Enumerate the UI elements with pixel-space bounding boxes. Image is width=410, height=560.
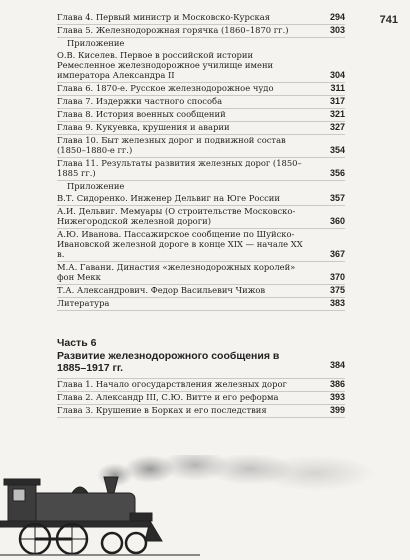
- toc-entry-page: 321: [329, 109, 345, 119]
- toc-entry-title: О.В. Киселев. Первое в российской истории Ремесленное железнодорожное училище имени императора Александра II: [57, 50, 274, 80]
- toc-entry-title: А.Ю. Иванова. Пассажирское сообщение по Шуйско-Ивановской железной дороге в конце XIX — начале XX в.: [57, 229, 303, 259]
- smoke-plume-icon: [97, 455, 375, 491]
- toc-entry: [57, 379, 345, 392]
- toc-entry-page: 360: [329, 216, 345, 226]
- toc-entry-page: 327: [329, 122, 345, 132]
- toc-entry: [57, 405, 345, 418]
- toc-list-part-5: [57, 12, 345, 311]
- toc-entry-page: 367: [329, 249, 345, 259]
- toc-entry-page: 304: [329, 70, 345, 80]
- locomotive-illustration: [0, 455, 410, 560]
- toc-entry-page: 393: [329, 391, 345, 402]
- toc-entry-title: Приложение: [67, 181, 125, 191]
- toc-entry: [57, 298, 345, 311]
- toc-entry: [57, 181, 345, 193]
- toc-entry-title: Глава 5. Железнодорожная горячка (1860–1870 гг.): [57, 25, 289, 35]
- toc-entry: [57, 193, 345, 206]
- toc-entry-title: Глава 6. 1870-е. Русское железнодорожное чудо: [57, 83, 274, 93]
- toc-entry-title: А.И. Дельвиг. Мемуары (О строительстве Московско-Нижегородской железной дороги): [57, 206, 296, 226]
- toc-entry-page: 386: [329, 378, 345, 389]
- toc-entry-title: Т.А. Александрович. Федор Васильевич Чижов: [57, 285, 266, 295]
- toc-list-part-6: [57, 379, 345, 418]
- toc-entry-title: Литература: [57, 298, 110, 308]
- toc-entry: [57, 229, 345, 262]
- toc-entry-title: Глава 10. Быт железных дорог и подвижной состав (1850–1880-е гг.): [57, 135, 286, 155]
- toc-entry: [57, 392, 345, 405]
- toc-entry: [57, 135, 345, 158]
- part-page-number: 384: [329, 360, 345, 370]
- toc-entry-title: Глава 8. История военных сообщений: [57, 109, 226, 119]
- toc-entry-title: Приложение: [67, 38, 125, 48]
- part-label: Часть 6: [57, 337, 97, 349]
- toc-entry-page: 370: [329, 272, 345, 282]
- toc-entry-page: 354: [329, 145, 345, 155]
- toc-entry-title: Глава 2. Александр III, С.Ю. Витте и его реформа: [57, 391, 279, 402]
- toc-entry: [57, 285, 345, 298]
- table-of-contents: [57, 12, 345, 418]
- part-title: Развитие железнодорожного сообщения в 1885–1917 гг.: [57, 349, 280, 374]
- toc-entry: [57, 262, 345, 285]
- toc-entry-page: 303: [329, 25, 345, 35]
- page-number: 741: [379, 14, 398, 26]
- toc-entry: [57, 122, 345, 135]
- toc-entry-title: М.А. Гавани. Династия «железнодорожных королей» фон Мекк: [57, 262, 296, 282]
- toc-entry: [57, 12, 345, 25]
- toc-entry-page: 375: [329, 285, 345, 295]
- toc-entry-page: 317: [329, 96, 345, 106]
- part-title-row: [57, 350, 345, 375]
- toc-entry-title: В.Т. Сидоренко. Инженер Дельвиг на Юге России: [57, 193, 280, 203]
- toc-entry-title: Глава 7. Издержки частного способа: [57, 96, 223, 106]
- toc-entry-title: Глава 11. Результаты развития железных дорог (1850–1885 гг.): [57, 158, 302, 178]
- toc-entry-title: Глава 3. Крушение в Борках и его последствия: [57, 404, 267, 415]
- toc-entry-title: Глава 1. Начало огосударствления железных дорог: [57, 378, 287, 389]
- toc-entry: [57, 25, 345, 38]
- toc-entry-page: 294: [329, 12, 345, 22]
- part-6-heading: [57, 337, 345, 379]
- toc-entry: [57, 38, 345, 50]
- toc-entry-title: Глава 9. Кукуевка, крушения и аварии: [57, 122, 230, 132]
- toc-entry: [57, 109, 345, 122]
- toc-entry: [57, 83, 345, 96]
- toc-entry: [57, 206, 345, 229]
- toc-entry-page: 356: [329, 168, 345, 178]
- toc-entry: [57, 50, 345, 83]
- toc-entry: [57, 96, 345, 109]
- toc-entry-page: 357: [329, 193, 345, 203]
- toc-entry-title: Глава 4. Первый министр и Московско-Курская: [57, 12, 271, 22]
- toc-entry-page: 383: [329, 298, 345, 308]
- toc-entry-page: 399: [329, 404, 345, 415]
- toc-entry: [57, 158, 345, 181]
- toc-entry-page: 311: [330, 83, 345, 93]
